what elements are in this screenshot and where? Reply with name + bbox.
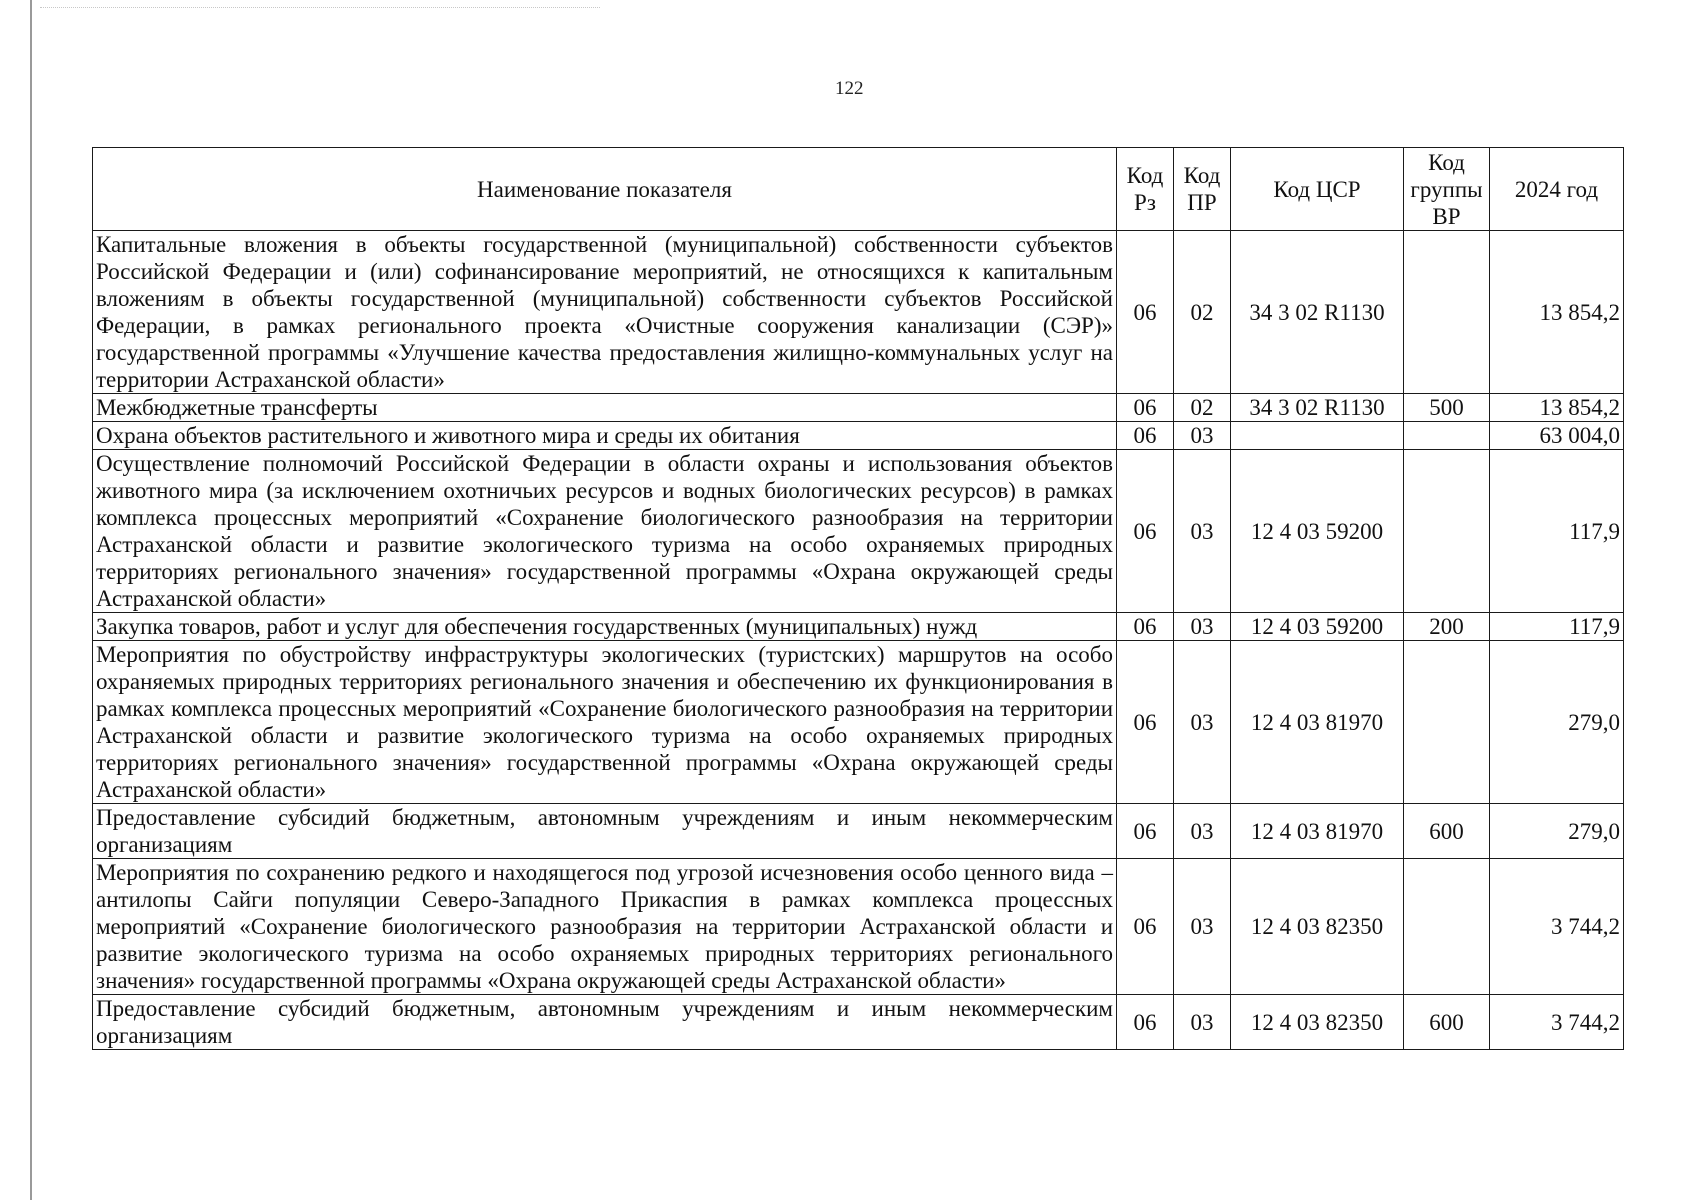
row-pr: 03 bbox=[1174, 859, 1231, 995]
row-pr: 03 bbox=[1174, 995, 1231, 1050]
row-rz: 06 bbox=[1117, 859, 1174, 995]
table-row bbox=[93, 422, 1624, 450]
row-pr: 02 bbox=[1174, 231, 1231, 394]
row-pr: 03 bbox=[1174, 450, 1231, 613]
row-rz: 06 bbox=[1117, 394, 1174, 422]
header-pr: Код ПР bbox=[1174, 148, 1231, 231]
row-name: Предоставление субсидий бюджетным, автономным учреждениям и иным некоммерческим организациям bbox=[93, 804, 1117, 859]
row-vr bbox=[1404, 859, 1490, 995]
table-row bbox=[93, 394, 1624, 422]
table-row bbox=[93, 231, 1624, 394]
row-name: Закупка товаров, работ и услуг для обеспечения государственных (муниципальных) нужд bbox=[93, 613, 1117, 641]
row-csr bbox=[1231, 422, 1404, 450]
row-pr: 03 bbox=[1174, 422, 1231, 450]
page-number: 122 bbox=[835, 78, 864, 99]
row-amount: 117,9 bbox=[1490, 450, 1624, 613]
table-row bbox=[93, 641, 1624, 804]
row-amount: 3 744,2 bbox=[1490, 995, 1624, 1050]
table-row bbox=[93, 613, 1624, 641]
row-vr bbox=[1404, 450, 1490, 613]
row-csr: 12 4 03 81970 bbox=[1231, 641, 1404, 804]
row-vr bbox=[1404, 231, 1490, 394]
budget-table bbox=[92, 147, 1624, 1050]
row-vr: 200 bbox=[1404, 613, 1490, 641]
row-vr: 600 bbox=[1404, 995, 1490, 1050]
row-rz: 06 bbox=[1117, 804, 1174, 859]
header-name: Наименование показателя bbox=[93, 148, 1117, 231]
row-name: Осуществление полномочий Российской Федерации в области охраны и использования объектов животного мира (за исключением охотничьих ресурсов и водных биологических ресурсов) в рамках комплекса процессных мероприятий «Сохранение биологического разнообразия на территории Астраханской области и развитие экологического туризма на особо охраняемых природных территориях регионального значения» государственной программы «Охрана окружающей среды Астраханской области» bbox=[93, 450, 1117, 613]
table-row bbox=[93, 859, 1624, 995]
row-amount: 117,9 bbox=[1490, 613, 1624, 641]
row-csr: 34 3 02 R1130 bbox=[1231, 394, 1404, 422]
row-name: Капитальные вложения в объекты государственной (муниципальной) собственности субъектов Российской Федерации и (или) софинансирование мероприятий, не относящихся к капитальным вложениям в объекты государственной (муниципальной) собственности субъектов Российской Федерации, в рамках регионального проекта «Очистные сооружения канализации (СЭР)» государственной программы «Улучшение качества предоставления жилищно-коммунальных услуг на территории Астраханской области» bbox=[93, 231, 1117, 394]
row-csr: 12 4 03 81970 bbox=[1231, 804, 1404, 859]
row-amount: 279,0 bbox=[1490, 804, 1624, 859]
table-row bbox=[93, 804, 1624, 859]
row-name: Охрана объектов растительного и животного мира и среды их обитания bbox=[93, 422, 1117, 450]
row-name: Мероприятия по сохранению редкого и находящегося под угрозой исчезновения особо ценного вида – антилопы Сайги популяции Северо-Западного Прикаспия в рамках комплекса процессных мероприятий «Сохранение биологического разнообразия на территории Астраханской области и развитие экологического туризма на особо охраняемых природных территориях регионального значения» государственной программы «Охрана окружающей среды Астраханской области» bbox=[93, 859, 1117, 995]
row-amount: 13 854,2 bbox=[1490, 394, 1624, 422]
row-vr: 500 bbox=[1404, 394, 1490, 422]
row-pr: 03 bbox=[1174, 641, 1231, 804]
row-pr: 03 bbox=[1174, 804, 1231, 859]
row-rz: 06 bbox=[1117, 995, 1174, 1050]
table-row bbox=[93, 450, 1624, 613]
row-vr bbox=[1404, 641, 1490, 804]
row-rz: 06 bbox=[1117, 613, 1174, 641]
row-name: Предоставление субсидий бюджетным, автономным учреждениям и иным некоммерческим организациям bbox=[93, 995, 1117, 1050]
scan-left-edge bbox=[30, 0, 32, 1200]
header-vr: Код группы ВР bbox=[1404, 148, 1490, 231]
row-csr: 34 3 02 R1130 bbox=[1231, 231, 1404, 394]
row-pr: 03 bbox=[1174, 613, 1231, 641]
scan-top-specks bbox=[40, 7, 600, 9]
row-name: Межбюджетные трансферты bbox=[93, 394, 1117, 422]
row-rz: 06 bbox=[1117, 231, 1174, 394]
row-amount: 13 854,2 bbox=[1490, 231, 1624, 394]
row-vr bbox=[1404, 422, 1490, 450]
row-amount: 279,0 bbox=[1490, 641, 1624, 804]
row-csr: 12 4 03 82350 bbox=[1231, 995, 1404, 1050]
row-pr: 02 bbox=[1174, 394, 1231, 422]
row-vr: 600 bbox=[1404, 804, 1490, 859]
table-header-row bbox=[93, 148, 1624, 231]
row-csr: 12 4 03 59200 bbox=[1231, 450, 1404, 613]
row-amount: 63 004,0 bbox=[1490, 422, 1624, 450]
row-rz: 06 bbox=[1117, 641, 1174, 804]
row-rz: 06 bbox=[1117, 450, 1174, 613]
row-amount: 3 744,2 bbox=[1490, 859, 1624, 995]
header-csr: Код ЦСР bbox=[1231, 148, 1404, 231]
row-name: Мероприятия по обустройству инфраструктуры экологических (туристских) маршрутов на особо охраняемых природных территориях регионального значения и обеспечению их функционирования в рамках комплекса процессных мероприятий «Сохранение биологического разнообразия на территории Астраханской области и развитие экологического туризма на особо охраняемых природных территориях регионального значения» государственной программы «Охрана окружающей среды Астраханской области» bbox=[93, 641, 1117, 804]
header-rz: Код Рз bbox=[1117, 148, 1174, 231]
row-csr: 12 4 03 59200 bbox=[1231, 613, 1404, 641]
table-row bbox=[93, 995, 1624, 1050]
row-csr: 12 4 03 82350 bbox=[1231, 859, 1404, 995]
header-year: 2024 год bbox=[1490, 148, 1624, 231]
row-rz: 06 bbox=[1117, 422, 1174, 450]
